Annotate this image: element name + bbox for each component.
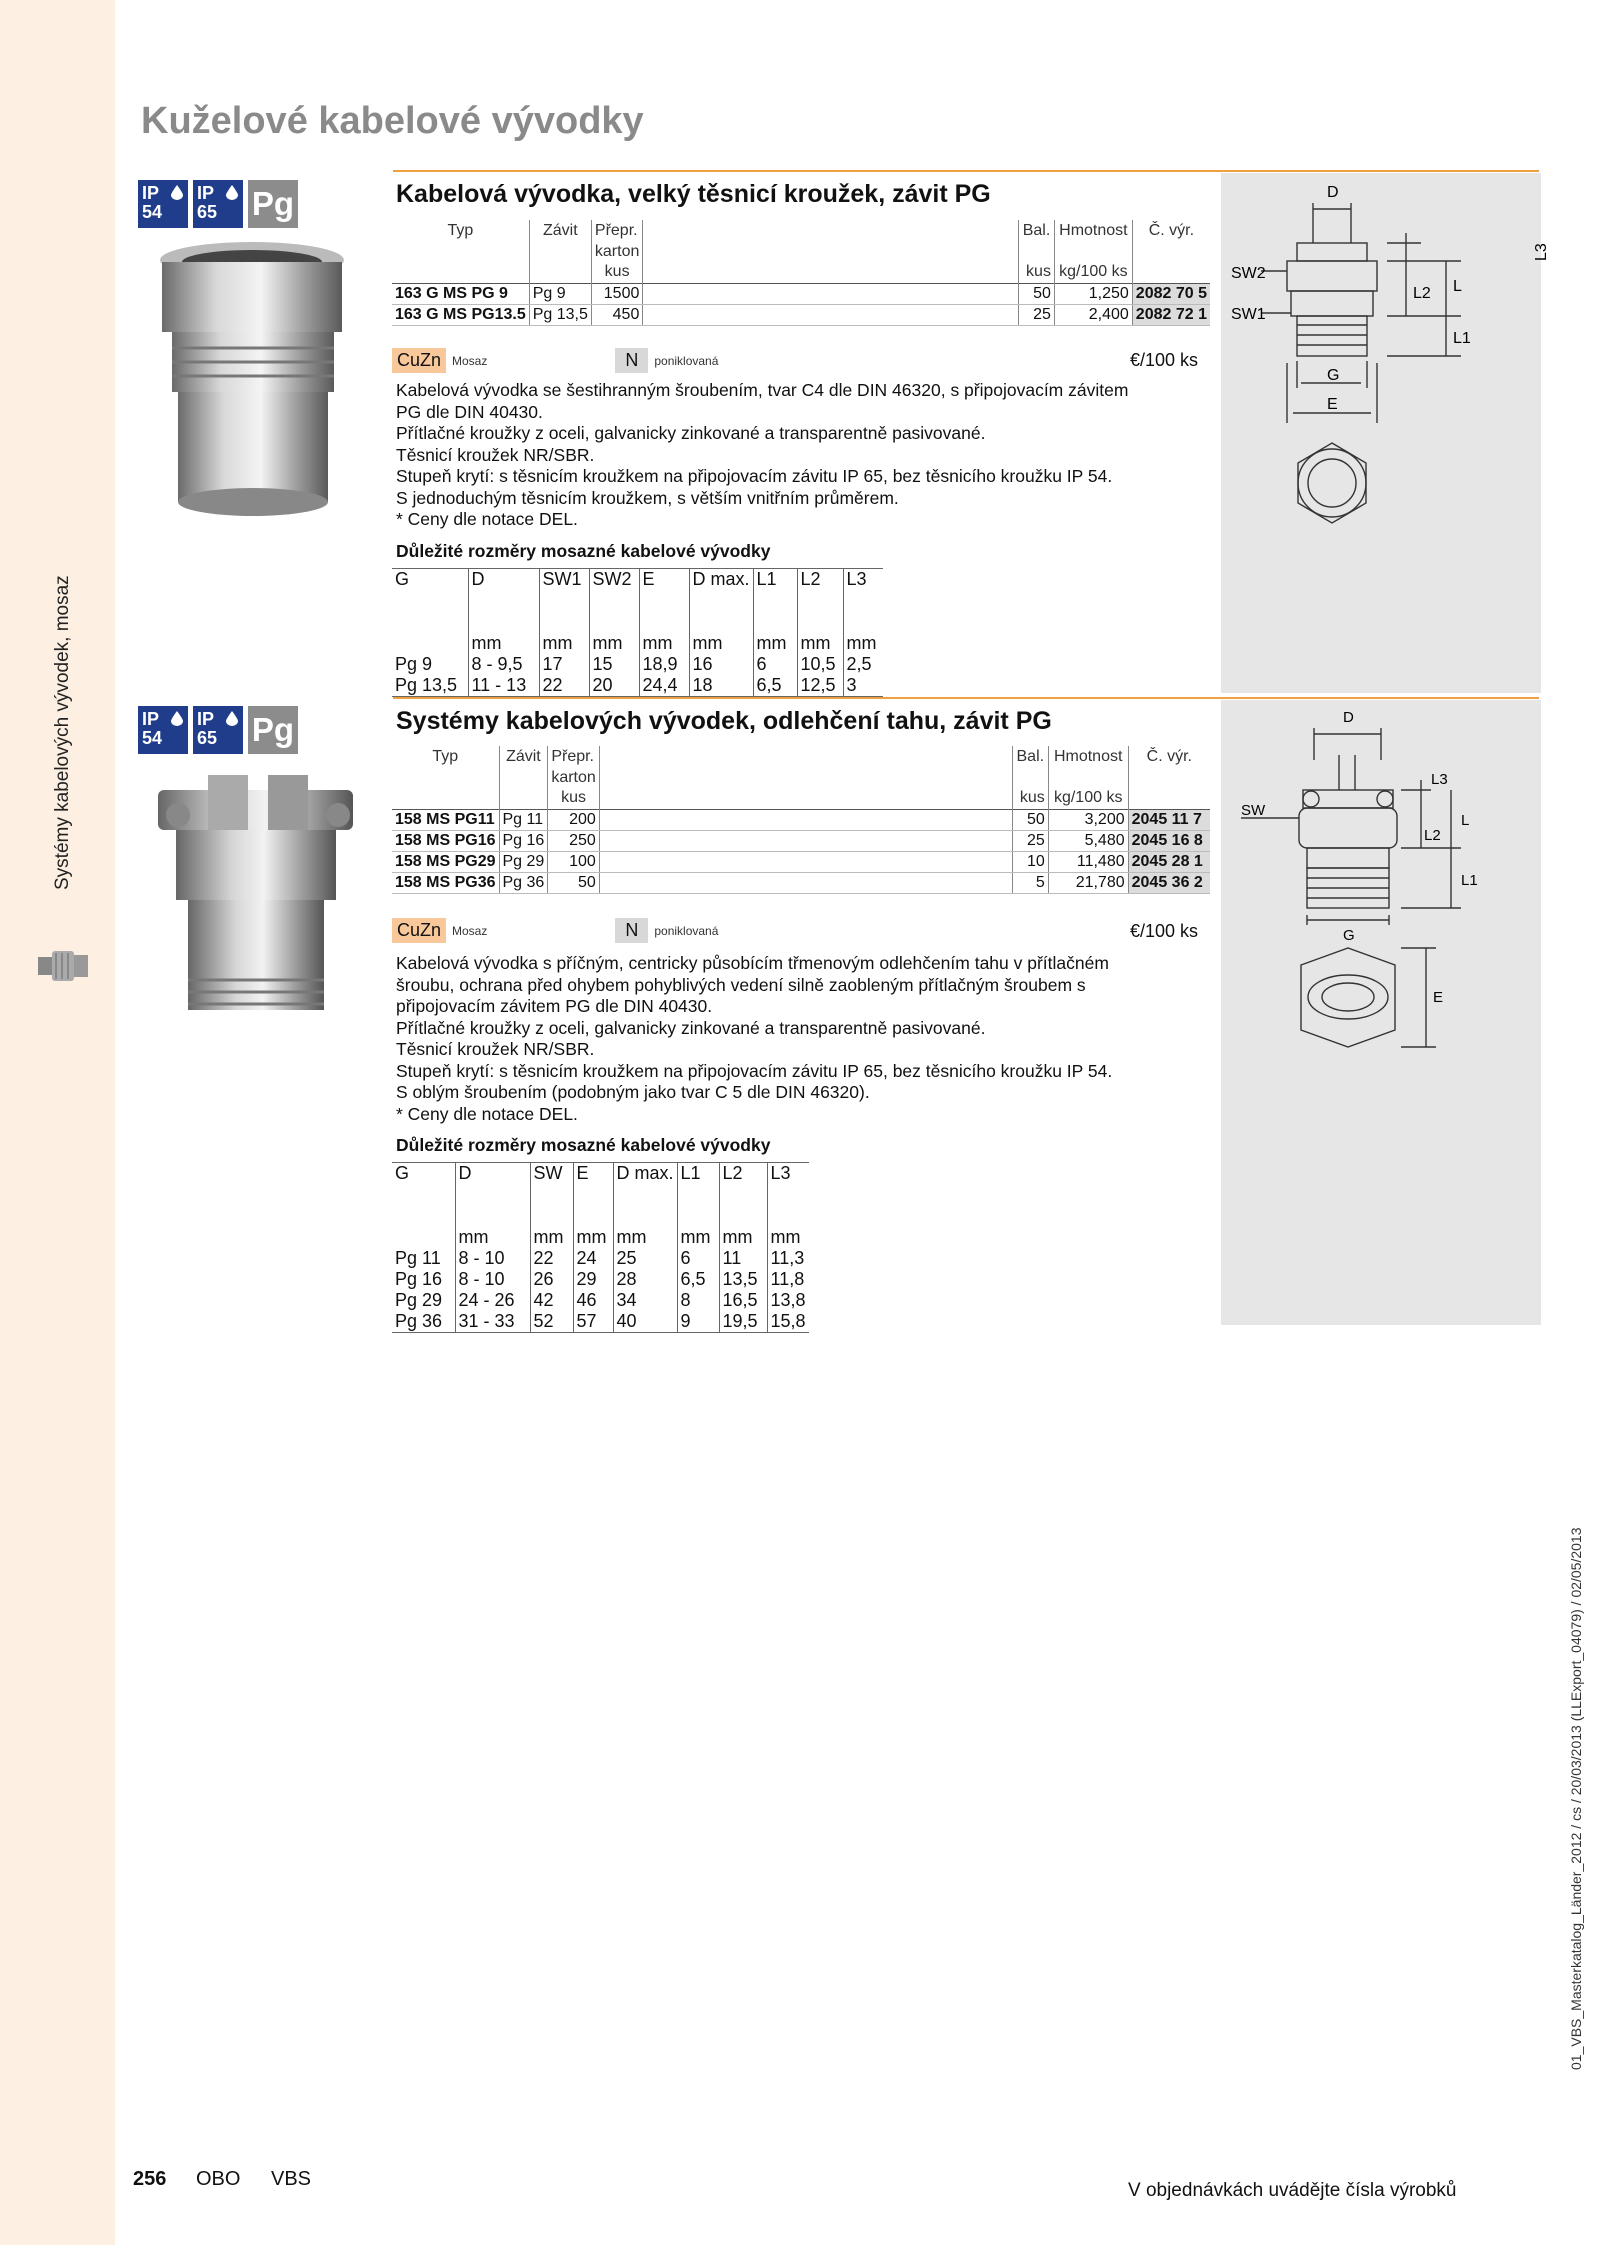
svg-text:SW: SW — [1241, 802, 1266, 819]
svg-text:L: L — [1461, 812, 1470, 829]
svg-text:L3: L3 — [1533, 243, 1550, 261]
cable-gland-thumbnail-icon — [34, 945, 92, 985]
svg-text:L2: L2 — [1424, 827, 1441, 844]
pg-thread-badge: Pg — [248, 180, 298, 228]
pg-thread-badge: Pg — [248, 706, 298, 754]
ip65-badge: IP 65 — [193, 180, 243, 228]
dims-row: Pg 16 8 - 10 26 29 28 6,5 13,5 11,8 — [392, 1269, 809, 1290]
table-row: 163 G MS PG13.5 Pg 13,5 450 25 2,400 2082 72 1 — [392, 304, 1210, 325]
svg-text:SW2: SW2 — [1231, 265, 1266, 282]
section-title: Kabelová vývodka, velký těsnicí kroužek, závit PG — [396, 180, 991, 208]
finish-code: N — [615, 918, 648, 943]
protection-badges — [138, 180, 298, 228]
svg-text:SW1: SW1 — [1231, 306, 1266, 323]
product-description: Kabelová vývodka se šestihranným šroubením, tvar C4 dle DIN 46320, s připojovacím závitem PG dle DIN 40430. Přítlačné kroužky z oceli, galvanicky zinkované a transparentně pasivované. Těsnicí kroužek NR/SBR. Stupeň krytí: s těsnicím kroužkem na připojovacím závitu IP 65, bez těsnicího kroužku IP 54. S jednoduchým těsnicím kroužkem, s větším vnitřním průměrem. * Ceny dle notace DEL. — [396, 380, 1129, 529]
material-name: Mosaz — [452, 353, 488, 368]
table-row: 158 MS PG36 Pg 36 50 5 21,780 2045 36 2 — [392, 872, 1210, 893]
material-code: CuZn — [392, 918, 446, 943]
material-row — [392, 348, 718, 373]
dimensions-table: G D SW E D max. L1 L2 L3 mm mm mm mm mm mm mm Pg 11 8 - 10 22 24 25 6 11 11,3 Pg 16 8 - 10 26 29 28 6,5 13,5 11,8 Pg 29 24 - 26 42 46 34 8 16,5 13,8 Pg 36 31 - 33 52 57 40 9 19,5 15,8 — [392, 1162, 809, 1333]
dims-title: Důležité rozměry mosazné kabelové vývodky — [396, 1135, 771, 1155]
page-title: Kuželové kabelové vývodky — [141, 100, 644, 142]
protection-badges — [138, 706, 298, 754]
svg-text:D: D — [1343, 709, 1354, 726]
water-drop-icon — [171, 185, 183, 200]
svg-text:L: L — [1453, 278, 1462, 295]
svg-text:G: G — [1343, 927, 1355, 944]
finish-name: poniklovaná — [654, 923, 719, 938]
dims-row: Pg 13,5 11 - 13 22 20 24,4 18 6,5 12,5 3 — [392, 675, 883, 697]
ip65-badge: IP 65 — [193, 706, 243, 754]
price-unit: €/100 ks — [1130, 350, 1199, 370]
order-note: V objednávkách uvádějte čísla výrobků — [1128, 2180, 1457, 2201]
svg-text:L1: L1 — [1453, 330, 1471, 347]
dims-row: Pg 36 31 - 33 52 57 40 9 19,5 15,8 — [392, 1311, 809, 1333]
table-row: 163 G MS PG 9 Pg 9 1500 50 1,250 2082 70 5 — [392, 283, 1210, 304]
technical-drawing-gland — [1221, 173, 1550, 693]
product-table: Typ Závit Přepr. Bal. Hmotnost Č. výr. karton kus kus kg/100 ks 163 G MS PG 9 Pg 9 1500 50 1,250 2082 70 5 163 G MS PG13.5 Pg 13,5 450 25 2,400 2082 72 1 — [392, 220, 1210, 326]
material-code: CuZn — [392, 348, 446, 373]
price-unit: €/100 ks — [1130, 921, 1199, 941]
material-row — [392, 918, 718, 943]
side-category-label: Systémy kabelových vývodek, mosaz — [52, 575, 73, 890]
dims-row: Pg 11 8 - 10 22 24 25 6 11 11,3 — [392, 1248, 809, 1269]
finish-name: poniklovaná — [654, 353, 719, 368]
technical-drawing-strain-relief — [1221, 700, 1541, 1325]
ip54-badge: IP 54 — [138, 706, 188, 754]
water-drop-icon — [226, 711, 238, 726]
svg-text:D: D — [1327, 184, 1339, 201]
product-line: VBS — [271, 2168, 312, 2190]
table-row: 158 MS PG16 Pg 16 250 25 5,480 2045 16 8 — [392, 830, 1210, 851]
svg-text:E: E — [1433, 989, 1444, 1006]
technical-drawing-panel — [1221, 700, 1541, 1325]
dimensions-table: G D SW1 SW2 E D max. L1 L2 L3 mm mm mm mm mm mm mm mm Pg 9 8 - 9,5 17 15 18,9 16 6 10,5 2,5 Pg 13,5 11 - 13 22 20 24,4 18 6,5 12,5 3 — [392, 568, 883, 697]
product-description: Kabelová vývodka s příčným, centricky působícím třmenovým odlehčením tahu v přítlačném šroubu, ochrana před ohybem pohyblivých vedení silně zaobleným přítlačným šroubem s připojovacím závitem PG dle DIN 40430. Přítlačné kroužky z oceli, galvanicky zinkované a transparentně pasivované. Těsnicí kroužek NR/SBR. Stupeň krytí: s těsnicím kroužkem na připojovacím závitu IP 65, bez těsnicího kroužku IP 54. S oblým šroubením (podobným jako tvar C 5 dle DIN 46320). * Ceny dle notace DEL. — [396, 953, 1113, 1124]
section-rule — [393, 697, 1539, 699]
section-rule — [393, 170, 1539, 172]
svg-text:E: E — [1327, 396, 1338, 413]
product-photo-cable-gland — [150, 240, 355, 520]
technical-drawing-panel — [1221, 173, 1550, 693]
svg-text:L2: L2 — [1413, 285, 1431, 302]
side-band — [0, 0, 115, 2245]
section-title: Systémy kabelových vývodek, odlehčení tahu, závit PG — [396, 707, 1052, 735]
water-drop-icon — [226, 185, 238, 200]
export-metadata: 01_VBS_Masterkatalog_Länder_2012 / cs / 20/03/2013 (LLExport_04079) / 02/05/2013 — [1568, 1527, 1584, 2070]
dims-title: Důležité rozměry mosazné kabelové vývodky — [396, 541, 771, 561]
ip54-badge: IP 54 — [138, 180, 188, 228]
page-number: 256 — [133, 2168, 167, 2190]
brand-name: OBO — [196, 2168, 241, 2190]
svg-text:L1: L1 — [1461, 872, 1478, 889]
product-table: Typ Závit Přepr. Bal. Hmotnost Č. výr. karton kus kus kg/100 ks 158 MS PG11 Pg 11 200 50 3,200 2045 11 7 158 MS PG16 Pg 16 250 25 5,480 2045 16 8 158 MS PG29 Pg 29 100 10 11,480 2045 28 1 158 MS PG36 Pg 36 50 5 21,780 2045 36 2 — [392, 746, 1210, 894]
table-row: 158 MS PG11 Pg 11 200 50 3,200 2045 11 7 — [392, 809, 1210, 830]
material-name: Mosaz — [452, 923, 488, 938]
dims-row: Pg 9 8 - 9,5 17 15 18,9 16 6 10,5 2,5 — [392, 654, 883, 675]
table-row: 158 MS PG29 Pg 29 100 10 11,480 2045 28 1 — [392, 851, 1210, 872]
svg-text:G: G — [1327, 367, 1340, 384]
finish-code: N — [615, 348, 648, 373]
water-drop-icon — [171, 711, 183, 726]
product-photo-strain-relief-gland — [148, 770, 363, 1030]
dims-row: Pg 29 24 - 26 42 46 34 8 16,5 13,8 — [392, 1290, 809, 1311]
svg-text:L3: L3 — [1431, 771, 1448, 788]
